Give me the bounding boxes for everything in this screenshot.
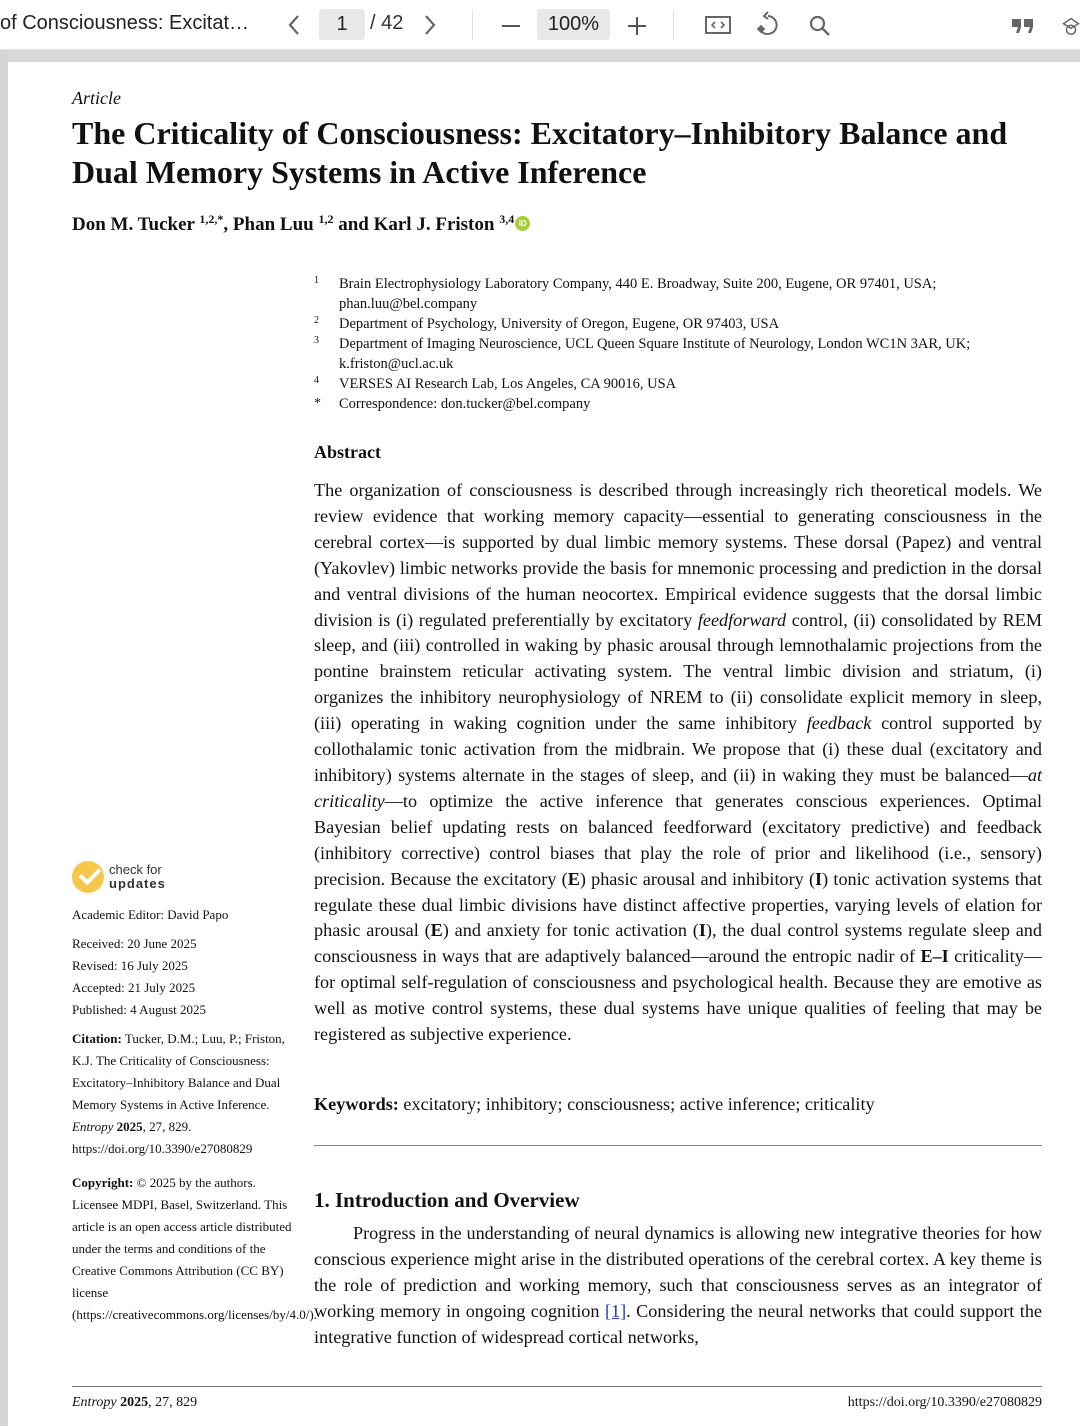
author-name: Don M. Tucker (72, 214, 195, 235)
toolbar-divider (673, 10, 674, 40)
abstract-bold: E (430, 920, 443, 941)
previous-page-button[interactable] (282, 12, 306, 38)
keywords-label: Keywords: (314, 1094, 399, 1114)
search-button[interactable] (806, 12, 834, 40)
abstract-text: ) and anxiety for tonic activation ( (442, 920, 699, 941)
keywords-list: excitatory; inhibitory; consciousness; active inference; criticality (398, 1094, 875, 1114)
abstract-bold: I (698, 920, 706, 941)
correspondence-text: Correspondence: don.tucker@bel.company (339, 396, 591, 412)
check-for-updates-label (109, 863, 166, 891)
section-heading: 1. Introduction and Overview (314, 1188, 580, 1212)
abstract-text: —to optimize the active inference that generates conscious experiences. Optimal Bayesian belief updating rests on balanced feedforward (excitatory predictive) and feedback (inhibitory corrective) control biases that play the role of prior and likelihood (i.e., sensory) precision. Because the excitatory ( (314, 790, 1042, 889)
abstract-text: The organization of consciousness is described through increasingly rich theoretical models. We review evidence that working memory capacity—essential to generating consciousness in the cerebral cortex—is supported by dual limbic memory systems. These dorsal (Papez) and ventral (Yakovlev) limbic networks provide the basis for mnemonic processing and prediction in the dorsal and ventral divisions of the human neocortex. Empirical evidence suggests that the dorsal limbic division is (i) regulated preferentially by excitatory (314, 480, 1042, 630)
footer-doi[interactable]: https://doi.org/10.3390/e27080829 (847, 1395, 1042, 1410)
date-published: Published: 4 August 2025 (72, 1002, 206, 1017)
body-text: . Considering the neural networks that could support the integrative function of widespread cortical networks, (314, 1300, 1042, 1347)
author-affiliation-marks: 3,4 (499, 212, 515, 226)
affiliation-text: VERSES AI Research Lab, Los Angeles, CA 90016, USA (339, 376, 677, 392)
author-separator: , (223, 214, 233, 235)
date-revised: Revised: 16 July 2025 (72, 958, 188, 973)
citation-journal: Entropy (72, 1119, 114, 1134)
intro-paragraph (314, 1221, 1042, 1351)
abstract-text: ) tonic activation systems that regulate these dual limbic divisions have distinct affective properties, varying levels of elation for phasic arousal ( (314, 868, 1042, 941)
copyright-block (72, 1172, 317, 1326)
affiliation-item (314, 274, 1054, 314)
chevron-right-icon (423, 14, 437, 36)
abstract-text: ), the dual control systems regulate sleep and consciousness in ways that are adaptively balanced—around the entropic nadir of (314, 920, 1042, 967)
author-affiliation-marks: 1,2,* (199, 212, 224, 226)
abstract-emphasis: feedforward (697, 609, 787, 630)
affiliation-mark: 2 (314, 315, 319, 326)
article-type: Article (72, 88, 121, 108)
copyright-label: Copyright: (72, 1175, 134, 1190)
author-affiliation-marks: 1,2 (318, 212, 334, 226)
checkmark-icon (72, 861, 104, 893)
citation-label: Citation: (72, 1031, 122, 1046)
scholar-cap-icon (1062, 13, 1080, 39)
abstract-text: control, (ii) consolidated by REM sleep, and (iii) controlled in waking by phasic arousal through lemnothalamic projections from the pontine brainstem reticular activating system. The ventral limbic division and striatum, (i) organizes the inhibitory neurophysiology of NREM to (ii) consolidate explicit memory in sleep, (iii) operating in waking cognition under the same inhibitory (314, 609, 1042, 734)
abstract-bold: E–I (920, 946, 949, 967)
affiliation-item (314, 314, 1054, 334)
page-number-input[interactable]: 1 (319, 9, 365, 40)
zoom-out-button[interactable] (498, 14, 524, 38)
copyright-text: © 2025 by the authors. Licensee MDPI, Basel, Switzerland. This article is an open access article distributed under the terms and conditions of the Creative Commons Attribution (CC BY) license (https://creativecommons.org/licenses/by/4.0/). (72, 1175, 317, 1322)
author-name: Karl J. Friston (373, 214, 495, 235)
abstract-bold: I (815, 868, 823, 889)
toolbar-divider (472, 10, 473, 40)
cite-button[interactable] (1009, 14, 1037, 38)
affiliation-text: Brain Electrophysiology Laboratory Company, 440 E. Broadway, Suite 200, Eugene, OR 97401, USA; phan.luu@bel.company (339, 276, 937, 312)
affiliation-text: Department of Imaging Neuroscience, UCL Queen Square Institute of Neurology, London WC1N 3AR, UK; k.friston@ucl.ac.uk (339, 336, 971, 372)
citation-text: Tucker, D.M.; Luu, P.; Friston, K.J. The Criticality of Consciousness: Excitatory–Inhibitory Balance and Dual Memory Systems in Active Inference. (72, 1031, 285, 1112)
abstract-text: criticality—for optimal self-regulation of consciousness and psychological health. Because they are emotive as well as motive control systems, these dual systems have unique qualities of feeling that may be registered as subjective experience. (314, 946, 1043, 1045)
zoom-in-button[interactable] (624, 14, 650, 38)
fit-page-icon (704, 14, 732, 36)
author-name: Phan Luu (232, 214, 314, 235)
search-icon (808, 14, 832, 38)
rotate-button[interactable] (755, 10, 783, 40)
abstract-bold: E (567, 868, 580, 889)
body-text: Progress in the understanding of neural dynamics is allowing new integrative theories for how conscious experience might arise in the distributed operations of the cerebral cortex. A key theme is the role of prediction and working memory, such that consciousness serves as an integrator of working memory in ongoing cognition (314, 1223, 1042, 1321)
affiliation-mark: * (314, 396, 321, 411)
affiliation-mark: 4 (314, 375, 319, 386)
affiliations (314, 274, 1054, 414)
footer-volume: , 27, 829 (148, 1395, 198, 1410)
affiliation-text: Department of Psychology, University of Oregon, Eugene, OR 97403, USA (339, 316, 780, 332)
author-separator: and (333, 214, 374, 235)
publication-dates (72, 933, 294, 1021)
abstract-body (314, 478, 1042, 1048)
next-page-button[interactable] (418, 12, 442, 38)
section-divider (314, 1145, 1042, 1146)
affiliation-mark: 3 (314, 335, 319, 346)
check-updates-line1: check for (109, 862, 162, 877)
citation-doi: , 27, 829. https://doi.org/10.3390/e27080829 (72, 1119, 253, 1156)
correspondence-item (314, 394, 1054, 414)
academic-editor: Academic Editor: David Papo (72, 907, 229, 922)
paper-title: The Criticality of Consciousness: Excitatory–Inhibitory Balance and Dual Memory Systems in Active Inference (72, 115, 1008, 190)
date-received: Received: 20 June 2025 (72, 936, 197, 951)
chevron-left-icon (287, 14, 301, 36)
date-accepted: Accepted: 21 July 2025 (72, 980, 196, 995)
footer-divider (72, 1386, 1042, 1387)
citation-year: 2025 (116, 1119, 143, 1134)
zoom-level-input[interactable]: 100% (537, 9, 610, 40)
pdf-toolbar (0, 0, 1080, 50)
citation-block (72, 1028, 294, 1160)
abstract-text: ) phasic arousal and inhibitory ( (579, 868, 816, 889)
page-total: / 42 (370, 12, 404, 34)
viewer-gutter (0, 50, 8, 1426)
scholar-button[interactable] (1062, 12, 1080, 40)
document-title: of Consciousness: Excitat… (0, 12, 249, 34)
check-for-updates-badge[interactable] (72, 861, 166, 893)
reference-link[interactable]: [1] (604, 1300, 627, 1321)
abstract-emphasis: at criticality (314, 764, 1042, 811)
quote-icon (1010, 16, 1036, 36)
affiliation-item (314, 374, 1054, 394)
footer-year: 2025 (120, 1395, 149, 1410)
footer-journal: Entropy (72, 1395, 117, 1410)
rotate-icon (756, 11, 782, 39)
fit-page-button[interactable] (702, 12, 734, 38)
minus-icon (500, 15, 522, 37)
abstract-text: control supported by collothalamic tonic activation from the midbrain. We propose that (i) these dual (excitatory and inhibitory) systems alternate in the stages of sleep, and (ii) in waking they must be balanced— (314, 713, 1042, 785)
check-updates-line2: updates (109, 876, 166, 891)
pdf-page (8, 62, 1080, 1426)
orcid-icon[interactable]: iD (515, 216, 530, 231)
author-list (72, 212, 530, 236)
footer-journal-info (72, 1395, 197, 1411)
keywords (314, 1094, 875, 1115)
affiliation-mark: 1 (314, 275, 319, 286)
affiliation-item (314, 334, 1054, 374)
plus-icon (626, 15, 648, 37)
abstract-heading: Abstract (314, 442, 381, 462)
abstract-emphasis: feedback (806, 713, 872, 734)
